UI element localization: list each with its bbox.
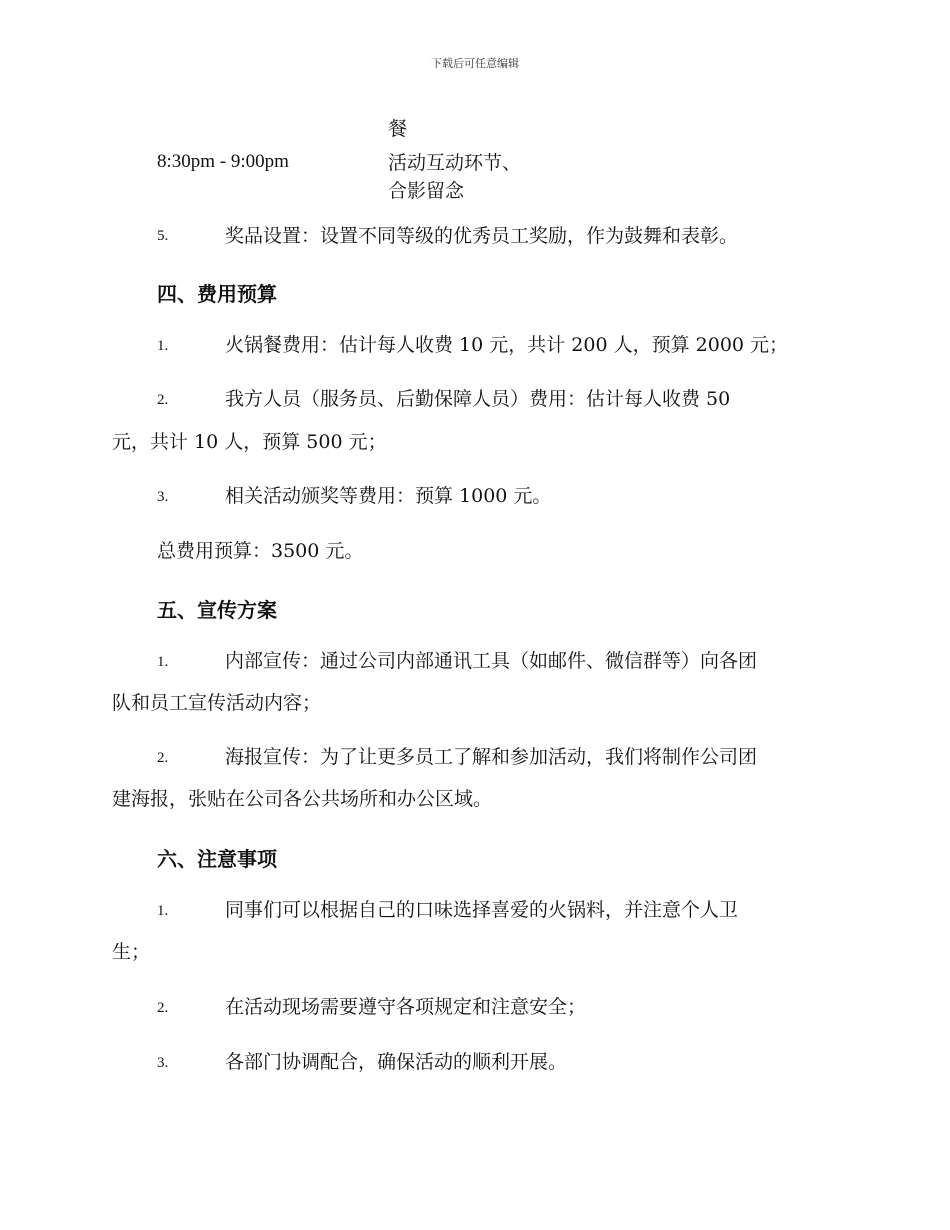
notes-item-3-number: 3. bbox=[157, 1055, 169, 1071]
prize-item-number: 5. bbox=[157, 228, 169, 244]
budget-total: 总费用预算：3500 元。 bbox=[157, 540, 364, 562]
promotion-item-1-continuation: 队和员工宣传活动内容； bbox=[112, 692, 322, 714]
budget-item-2-text: 我方人员（服务员、后勤保障人员）费用：估计每人收费 50 bbox=[225, 388, 731, 410]
schedule-row2-time: 8:30pm - 9:00pm bbox=[157, 151, 289, 172]
notes-heading: 六、注意事项 bbox=[157, 847, 277, 871]
budget-item-3-text: 相关活动颁奖等费用：预算 1000 元。 bbox=[225, 485, 552, 507]
budget-item-1-text: 火锅餐费用：估计每人收费 10 元，共计 200 人，预算 2000 元； bbox=[225, 334, 789, 356]
promotion-item-1-text: 内部宣传：通过公司内部通讯工具（如邮件、微信群等）向各团 bbox=[225, 650, 758, 672]
notes-item-2-text: 在活动现场需要遵守各项规定和注意安全； bbox=[225, 996, 587, 1018]
promotion-item-2-number: 2. bbox=[157, 750, 169, 766]
budget-item-3-number: 3. bbox=[157, 489, 169, 505]
notes-item-1-text: 同事们可以根据自己的口味选择喜爱的火锅料，并注意个人卫 bbox=[225, 899, 739, 921]
schedule-row2-activity-line1: 活动互动环节、 bbox=[388, 152, 522, 174]
budget-heading: 四、费用预算 bbox=[157, 282, 277, 306]
page-header: 下载后可任意编辑 bbox=[431, 57, 519, 70]
promotion-item-2-continuation: 建海报，张贴在公司各公共场所和办公区域。 bbox=[112, 788, 493, 810]
budget-item-2-continuation: 元，共计 10 人，预算 500 元； bbox=[112, 431, 387, 453]
budget-item-2-number: 2. bbox=[157, 392, 169, 408]
notes-item-1-number: 1. bbox=[157, 903, 169, 919]
notes-item-1-continuation: 生； bbox=[112, 941, 151, 963]
schedule-row2-activity-line2: 合影留念 bbox=[388, 180, 465, 202]
promotion-item-2-text: 海报宣传：为了让更多员工了解和参加活动，我们将制作公司团 bbox=[225, 746, 758, 768]
notes-item-3-text: 各部门协调配合，确保活动的顺利开展。 bbox=[225, 1051, 568, 1073]
budget-item-1-number: 1. bbox=[157, 338, 169, 354]
schedule-row1-activity: 餐 bbox=[388, 118, 408, 140]
promotion-item-1-number: 1. bbox=[157, 654, 169, 670]
prize-item-text: 奖品设置：设置不同等级的优秀员工奖励，作为鼓舞和表彰。 bbox=[225, 225, 739, 247]
promotion-heading: 五、宣传方案 bbox=[157, 598, 277, 622]
notes-item-2-number: 2. bbox=[157, 1000, 169, 1016]
